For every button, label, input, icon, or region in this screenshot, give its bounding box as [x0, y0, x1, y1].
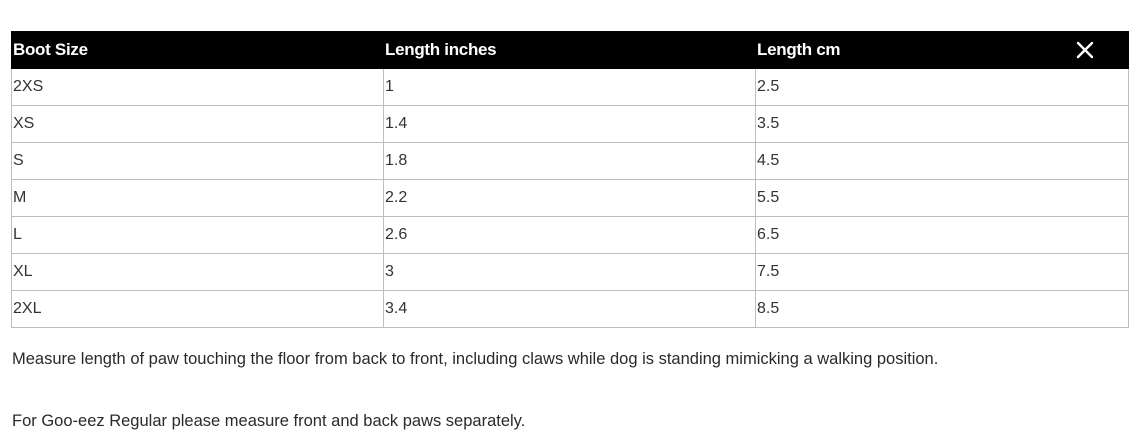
table-row	[12, 143, 1129, 180]
cell-length-cm: 7.5	[756, 254, 1129, 291]
header-length-cm	[756, 32, 1129, 69]
cell-length-cm: 2.5	[756, 69, 1129, 106]
table-row	[12, 254, 1129, 291]
cell-length-inches: 1.8	[384, 143, 756, 180]
cell-length-inches: 2.2	[384, 180, 756, 217]
cell-length-inches: 1.4	[384, 106, 756, 143]
cell-boot-size: 2XL	[12, 291, 384, 328]
cell-length-inches: 1	[384, 69, 756, 106]
table-row	[12, 180, 1129, 217]
header-length-inches: Length inches	[384, 32, 756, 69]
close-icon	[1075, 40, 1095, 60]
cell-boot-size: L	[12, 217, 384, 254]
table-row	[12, 291, 1129, 328]
cell-boot-size: XS	[12, 106, 384, 143]
cell-boot-size: S	[12, 143, 384, 180]
table-row	[12, 217, 1129, 254]
table-header-row	[12, 32, 1129, 69]
measure-instructions: Measure length of paw touching the floor from back to front, including claws while dog is standing mimicking a walking position.	[12, 350, 939, 368]
cell-length-cm: 8.5	[756, 291, 1129, 328]
boot-size-table	[11, 31, 1129, 328]
regular-instructions: For Goo-eez Regular please measure front and back paws separately.	[12, 412, 526, 430]
cell-length-cm: 5.5	[756, 180, 1129, 217]
cell-length-inches: 3.4	[384, 291, 756, 328]
close-button[interactable]	[1075, 40, 1095, 60]
cell-length-cm: 6.5	[756, 217, 1129, 254]
cell-boot-size: 2XS	[12, 69, 384, 106]
cell-length-cm: 3.5	[756, 106, 1129, 143]
table-row	[12, 106, 1129, 143]
cell-length-cm: 4.5	[756, 143, 1129, 180]
cell-length-inches: 3	[384, 254, 756, 291]
header-length-cm-label: Length cm	[757, 40, 841, 59]
cell-boot-size: M	[12, 180, 384, 217]
cell-length-inches: 2.6	[384, 217, 756, 254]
header-boot-size: Boot Size	[12, 32, 384, 69]
cell-boot-size: XL	[12, 254, 384, 291]
table-row	[12, 69, 1129, 106]
